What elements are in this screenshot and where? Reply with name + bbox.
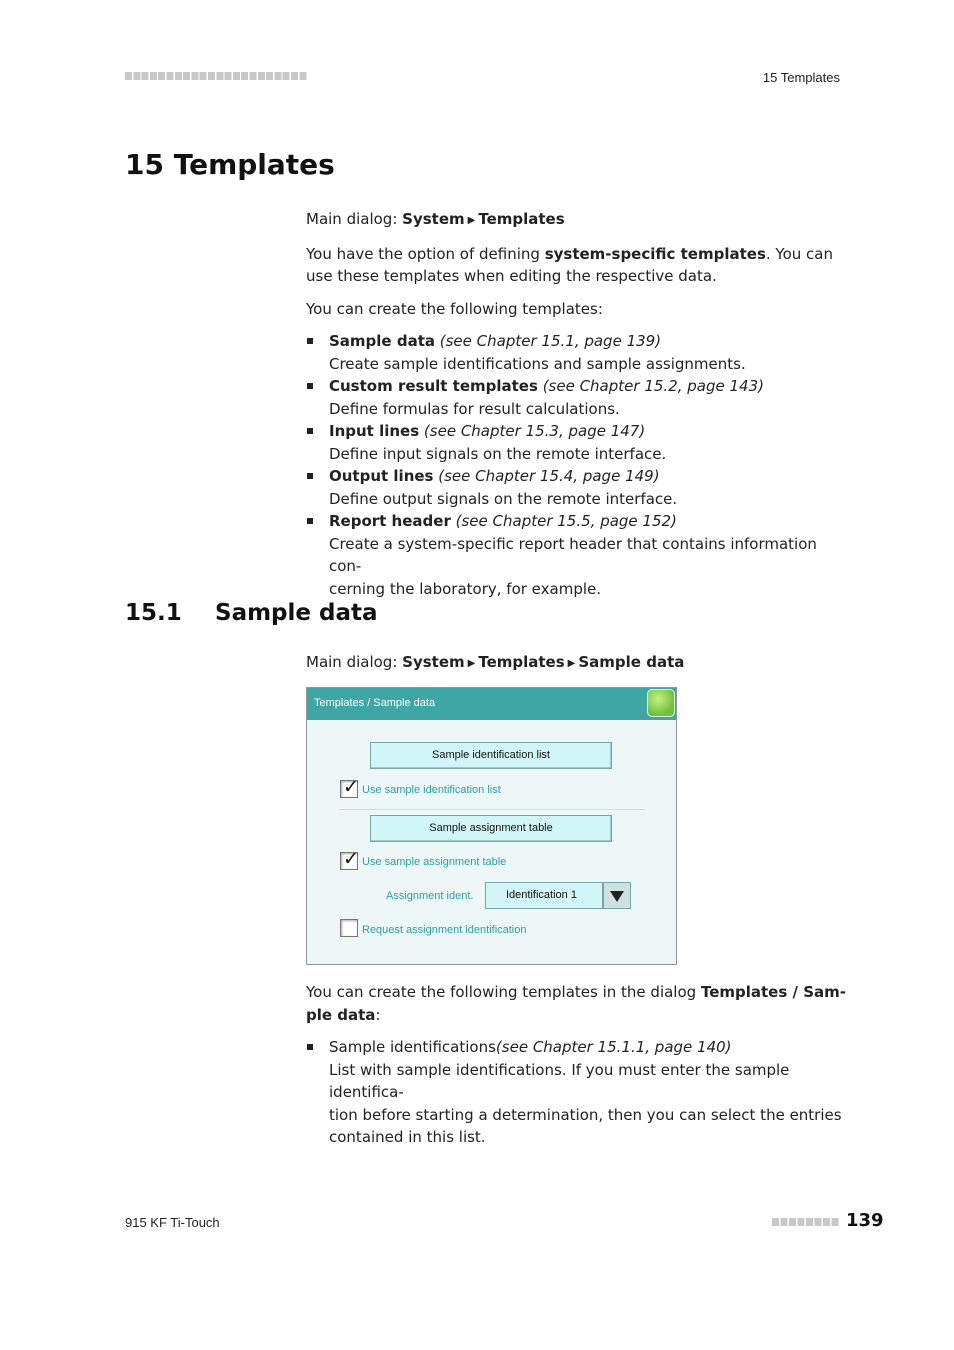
request-assignment-identification-label: Request assignment identification — [362, 924, 527, 936]
list-item: Report header (see Chapter 15.5, page 152) Create a system-specific report header that contains information con- cerning the laboratory, for example. — [329, 510, 846, 600]
list-item: Output lines (see Chapter 15.4, page 149) Define output signals on the remote interface. — [329, 465, 846, 510]
section-dialog-path: Main dialog: System ▶ Templates ▶ Sample data — [306, 653, 685, 671]
dialog-title-bar — [307, 688, 676, 720]
running-header: 15 Templates — [762, 70, 840, 85]
checkmark-icon: ✓ — [343, 848, 359, 870]
footer-product: 915 KF Ti-Touch — [125, 1215, 220, 1230]
bullet-icon — [307, 383, 313, 389]
bullet-icon — [307, 473, 313, 479]
assignment-ident-label: Assignment ident. — [386, 890, 474, 902]
sample-identification-list-button[interactable]: Sample identification list — [370, 742, 612, 769]
bullet-icon — [307, 518, 313, 524]
cross-reference-link[interactable]: (see Chapter 15.2, page 143) — [542, 377, 764, 395]
use-sample-assignment-table-checkbox[interactable] — [340, 848, 359, 870]
list-item: Input lines (see Chapter 15.3, page 147) Define input signals on the remote interface. — [329, 420, 846, 465]
page-title: 15 Templates — [125, 148, 335, 181]
intro-paragraph: You have the option of defining system-specific templates. You can use these templates when editing the respective data. — [306, 244, 833, 285]
footer-decoration — [772, 1218, 840, 1226]
cross-reference-link[interactable]: (see Chapter 15.3, page 147) — [423, 422, 646, 440]
list-item: Sample identifications(see Chapter 15.1.1, page 140) List with sample identifications. If you must enter the sample identifica- tion before starting a determination, then you can select the entries contained in this list. — [329, 1036, 846, 1149]
checkmark-icon: ✓ — [343, 776, 359, 798]
dialog-title: Templates / Sample data — [314, 697, 436, 709]
use-sample-assignment-table-label: Use sample assignment table — [362, 856, 507, 868]
main-dialog-path: Main dialog: System ▶ Templates — [306, 210, 565, 228]
intro-block — [306, 208, 846, 600]
cross-reference-link[interactable]: (see Chapter 15.1, page 139) — [439, 332, 662, 350]
path-arrow-icon: ▶ — [467, 215, 476, 226]
header-decoration — [125, 72, 307, 80]
intro-list-lead: You can create the following templates: — [306, 299, 603, 318]
bullet-icon — [307, 428, 313, 434]
bullet-icon — [307, 338, 313, 344]
dropdown-arrow-icon[interactable] — [603, 882, 631, 909]
cross-reference-link[interactable]: (see Chapter 15.4, page 149) — [438, 467, 660, 485]
use-sample-identification-list-label: Use sample identification list — [362, 784, 501, 796]
path-arrow-icon: ▶ — [467, 658, 476, 669]
after-dialog-paragraph: You can create the following templates in the dialog Templates / Sam- ple data: — [306, 983, 846, 1024]
cross-reference-link[interactable]: (see Chapter 15.5, page 152) — [455, 512, 677, 530]
after-dialog-block — [306, 981, 846, 1149]
list-item: Custom result templates (see Chapter 15.2, page 143) Define formulas for result calculations. — [329, 375, 846, 420]
cross-reference-link[interactable]: (see Chapter 15.1.1, page 140) — [495, 1038, 732, 1056]
ok-button[interactable] — [647, 689, 675, 717]
path-arrow-icon: ▶ — [567, 658, 576, 669]
use-sample-identification-list-checkbox[interactable] — [340, 776, 359, 798]
bullet-icon — [307, 1044, 313, 1050]
request-assignment-identification-checkbox[interactable] — [340, 919, 358, 937]
dialog-template-list — [306, 1036, 846, 1149]
section-heading: 15.1 Sample data — [125, 600, 378, 626]
list-item: Sample data (see Chapter 15.1, page 139) Create sample identifications and sample assignments. — [329, 330, 846, 375]
template-list — [306, 330, 846, 600]
divider — [339, 809, 645, 810]
sample-assignment-table-button[interactable]: Sample assignment table — [370, 815, 612, 842]
page-number: 139 — [846, 1210, 884, 1231]
sample-data-dialog — [306, 687, 677, 965]
assignment-ident-select[interactable]: Identification 1 — [485, 882, 603, 909]
